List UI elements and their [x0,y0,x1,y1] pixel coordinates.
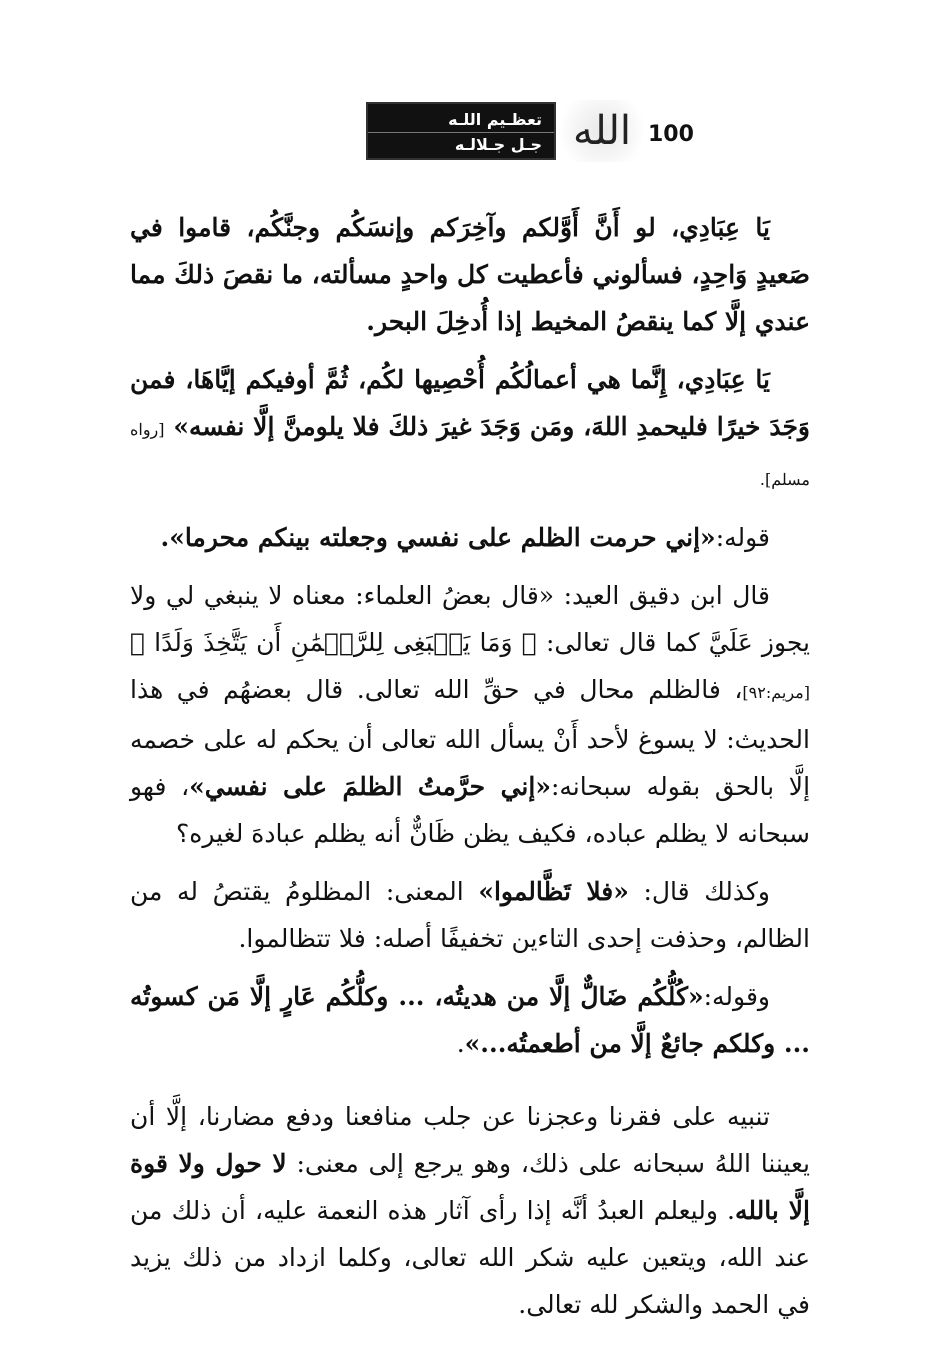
kullukum-paragraph [130,973,810,1067]
tanbih-text-a: تنبيه على فقرنا وعجزنا عن جلب منافعنا ودفع مضارنا، إلَّا أن يعيننا اللهُ سبحانه على ذلك، وهو يرجع إلى معنى: [130,1102,810,1178]
page-body [130,204,810,1339]
header-title-box [366,102,556,160]
hadith-paragraph-2 [130,356,810,503]
hadith-paragraph-1: يَا عِبَادِي، لو أَنَّ أَوَّلكم وآخِرَكم وإنسَكُم وجنَّكُم، قاموا في صَعيدٍ وَاحِدٍ، فسألوني فأعطيت كل واحدٍ مسألته، ما نقصَ ذلكَ مما عندي إلَّا كما ينقصُ المخيط إذا أُدخِلَ البحر. [130,213,810,336]
header-title-line2: جـل جـلالـه [454,135,542,154]
ibn-daqiq-paragraph [130,572,810,857]
tazalamu-text: المعنى: المظلومُ يقتصُ له من الظالم، وحذفت إحدى التاءين تخفيفًا أصله: فلا تتظالموا. [130,877,810,953]
tazalamu-quote: «فلا تَظَّالموا» [478,877,629,906]
quote-text: «إني حرمت الظلم على نفسي وجعلته بينكم محرما». [160,523,716,552]
logo-glyph: الله [573,108,631,154]
ibn-daqiq-text-a: قال ابن دقيق العيد: «قال بعضُ العلماء: معناه لا ينبغي لي ولا يجوز عَلَيَّ كما قال تعالى: ﴿ وَمَا يَنۢبَغِى لِلرَّحۡمَٰنِ أَن يَتَّخِذَ وَلَدًا ﴾ [130,581,810,657]
header-divider [368,132,554,133]
tanbih-text-b: . وليعلم العبدُ أنَّه إذا رأى آثار هذه النعمة عليه، أن ذلك من عند الله، ويتعين عليه شكر الله تعالى، وكلما ازداد من ذلك يزيد في الحمد والشكر لله تعالى. [130,1196,810,1319]
page-header [358,98,694,164]
header-title-line1: تعظـيم اللـه [448,110,542,129]
hadith-text: يَا عِبَادِي، إِنَّما هي أعمالُكُم أُحْصِيها لكُم، ثُمَّ أوفيكم إيَّاهَا، فمن وَجَدَ خيرًا فليحمدِ اللهَ، ومَن وَجَدَ غيرَ ذلكَ فلا يلومنَّ إلَّا نفسه» [130,365,810,441]
kullukum-lead: وقوله: [703,982,770,1011]
tazalamu-lead: وكذلك قال: [643,877,770,906]
hadith-reference: [رواه مسلم]. [130,420,810,489]
ibn-daqiq-text-b: ، فالظلم محال في حقِّ الله تعالى. قال بعضهُم في هذا الحديث: لا يسوغ لأحد أَنْ يسأل الله تعالى أن يحكم له على خصمه إلَّا بالحق بقوله سبحانه: [130,675,811,801]
ibn-daqiq-text-c: ، فهو سبحانه لا يظلم عباده، فكيف يظن ظَانٌّ أنه يظلم عبادهَ لغيره؟ [130,772,810,848]
la-hawla-phrase: لا حول ولا قوة إلَّا بالله [130,1149,810,1225]
kullukum-quote: «كُلُّكُم ضَالٌّ إلَّا من هديتُه، ... وكلُّكُم عَارٍ إلَّا مَن كسوتُه ... وكلكم جائعٌ إلَّا من أطعمتُه...» [130,982,810,1058]
commentary-quote-paragraph [130,514,810,561]
quote-lead: قوله: [715,523,770,552]
ibn-daqiq-quote: «إني حرَّمتُ الظلمَ على نفسي» [189,772,551,801]
calligraphy-logo [558,100,646,162]
kullukum-end: . [456,1029,465,1058]
page-number: 100 [648,122,694,147]
quran-reference: [مريم:٩٢] [742,683,810,702]
tanbih-paragraph [130,1093,810,1328]
tazalamu-paragraph [130,868,810,962]
